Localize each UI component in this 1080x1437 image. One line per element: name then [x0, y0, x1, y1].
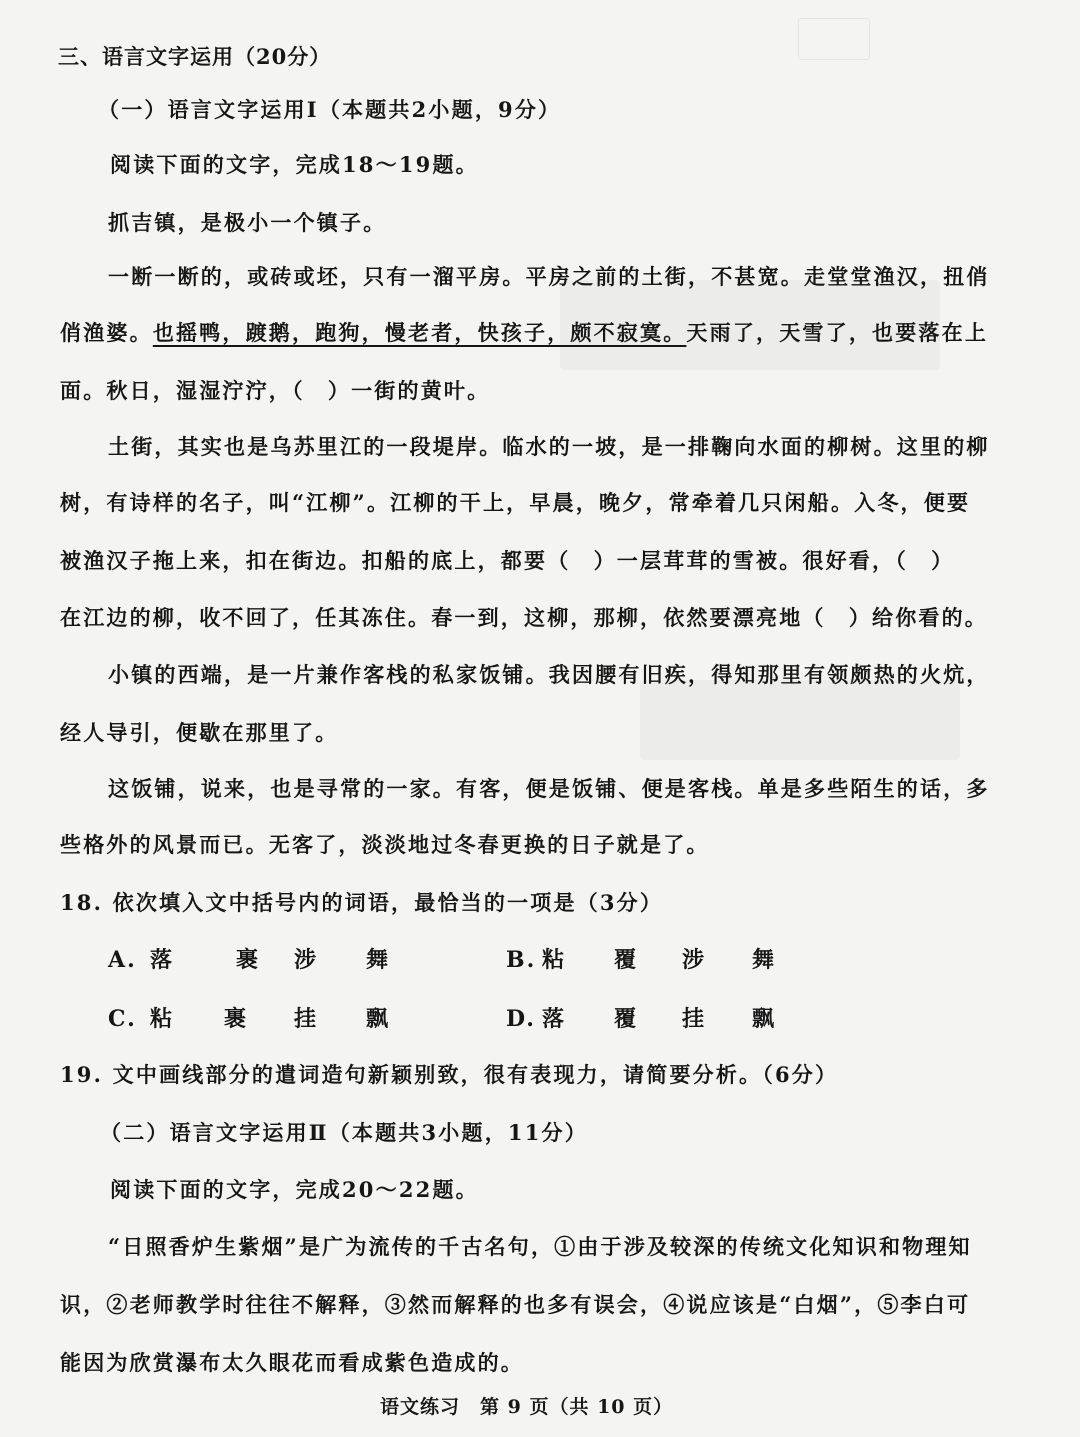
option-word: 舞	[752, 947, 777, 973]
part1-instruction: 阅读下面的文字，完成18～19题。	[110, 152, 479, 177]
question-19-stem: 19. 文中画线部分的遣词造句新颖别致，很有表现力，请简要分析。（6分）	[60, 1062, 839, 1087]
option-b	[506, 945, 777, 975]
option-word: 挂	[294, 1006, 319, 1032]
section-heading: 三、语言文字运用（20分）	[58, 44, 332, 69]
option-word: 覆	[614, 947, 639, 973]
part2-instruction: 阅读下面的文字，完成20～22题。	[110, 1177, 479, 1202]
question-18-stem: 18. 依次填入文中括号内的词语，最恰当的一项是（3分）	[60, 890, 664, 915]
corner-stamp	[798, 18, 870, 60]
passage-line: 些格外的风景而已。无客了，淡淡地过冬春更换的日子就是了。	[60, 832, 710, 857]
option-word: 裹	[236, 947, 261, 973]
passage-line: 在江边的柳，收不回了，任其冻住。春一到，这柳，那柳，依然要漂亮地（ ）给你看的。	[60, 605, 988, 630]
option-word: 裹	[224, 1006, 249, 1032]
option-label: A.	[108, 947, 137, 973]
underlined-phrase: 也摇鸭，踱鹅，跑狗，慢老者，快孩子，颇不寂寞。	[152, 320, 687, 345]
page-footer: 语文练习 第 9 页（共 10 页）	[380, 1396, 674, 1418]
option-d	[506, 1004, 777, 1034]
option-label: D.	[506, 1006, 536, 1032]
option-word: 粘	[150, 1006, 175, 1032]
option-word: 飘	[752, 1006, 777, 1032]
option-word: 粘	[542, 947, 567, 973]
option-word: 涉	[294, 947, 319, 973]
passage-line: 树，有诗样的名子，叫“江柳”。江柳的干上，早晨，晚夕，常牵着几只闲船。入冬，便要	[60, 490, 971, 515]
passage-line: 被渔汉子拖上来，扣在街边。扣船的底上，都要（ ）一层茸茸的雪被。很好看，（ ）	[60, 548, 955, 573]
option-word: 涉	[682, 947, 707, 973]
part1-heading: （一）语言文字运用Ⅰ（本题共2小题，9分）	[98, 97, 562, 122]
passage-line: 面。秋日，湿湿泞泞，（ ）一街的黄叶。	[60, 378, 491, 403]
passage2-line: “日照香炉生紫烟”是广为流传的千古名句，①由于涉及较深的传统文化知识和物理知	[108, 1234, 972, 1259]
passage-line: 这饭铺，说来，也是寻常的一家。有客，便是饭铺、便是客栈。单是多些陌生的话，多	[108, 776, 990, 801]
passage-line: 土街，其实也是乌苏里江的一段堤岸。临水的一坡，是一排鞠向水面的柳树。这里的柳	[108, 434, 990, 459]
passage-line-suffix: 天雨了，天雪了，也要落在上	[686, 320, 989, 345]
bleed-through-mark	[640, 680, 960, 760]
passage-line: 抓吉镇，是极小一个镇子。	[108, 210, 387, 235]
option-word: 落	[542, 1006, 567, 1032]
option-word: 飘	[366, 1006, 391, 1032]
passage-line-with-underline	[60, 318, 988, 348]
passage-line-prefix: 俏渔婆。	[60, 320, 153, 345]
part2-heading: （二）语言文字运用Ⅱ（本题共3小题，11分）	[100, 1120, 588, 1145]
option-label: B.	[506, 947, 537, 973]
option-c	[108, 1004, 391, 1034]
passage-line: 小镇的西端，是一片兼作客栈的私家饭铺。我因腰有旧疾，得知那里有领颇热的火炕，	[108, 662, 990, 687]
option-label: C.	[108, 1006, 137, 1032]
passage2-line: 识，②老师教学时往往不解释，③然而解释的也多有误会，④说应该是“白烟”，⑤李白可	[60, 1292, 971, 1317]
option-word: 落	[150, 947, 175, 973]
option-a	[108, 945, 391, 975]
option-word: 舞	[366, 947, 391, 973]
option-word: 挂	[682, 1006, 707, 1032]
passage-line: 经人导引，便歇在那里了。	[60, 720, 339, 745]
option-word: 覆	[614, 1006, 639, 1032]
passage2-line: 能因为欣赏瀑布太久眼花而看成紫色造成的。	[60, 1350, 524, 1375]
passage-line: 一断一断的，或砖或坯，只有一溜平房。平房之前的土街，不甚宽。走堂堂渔汉，扭俏	[108, 264, 990, 289]
